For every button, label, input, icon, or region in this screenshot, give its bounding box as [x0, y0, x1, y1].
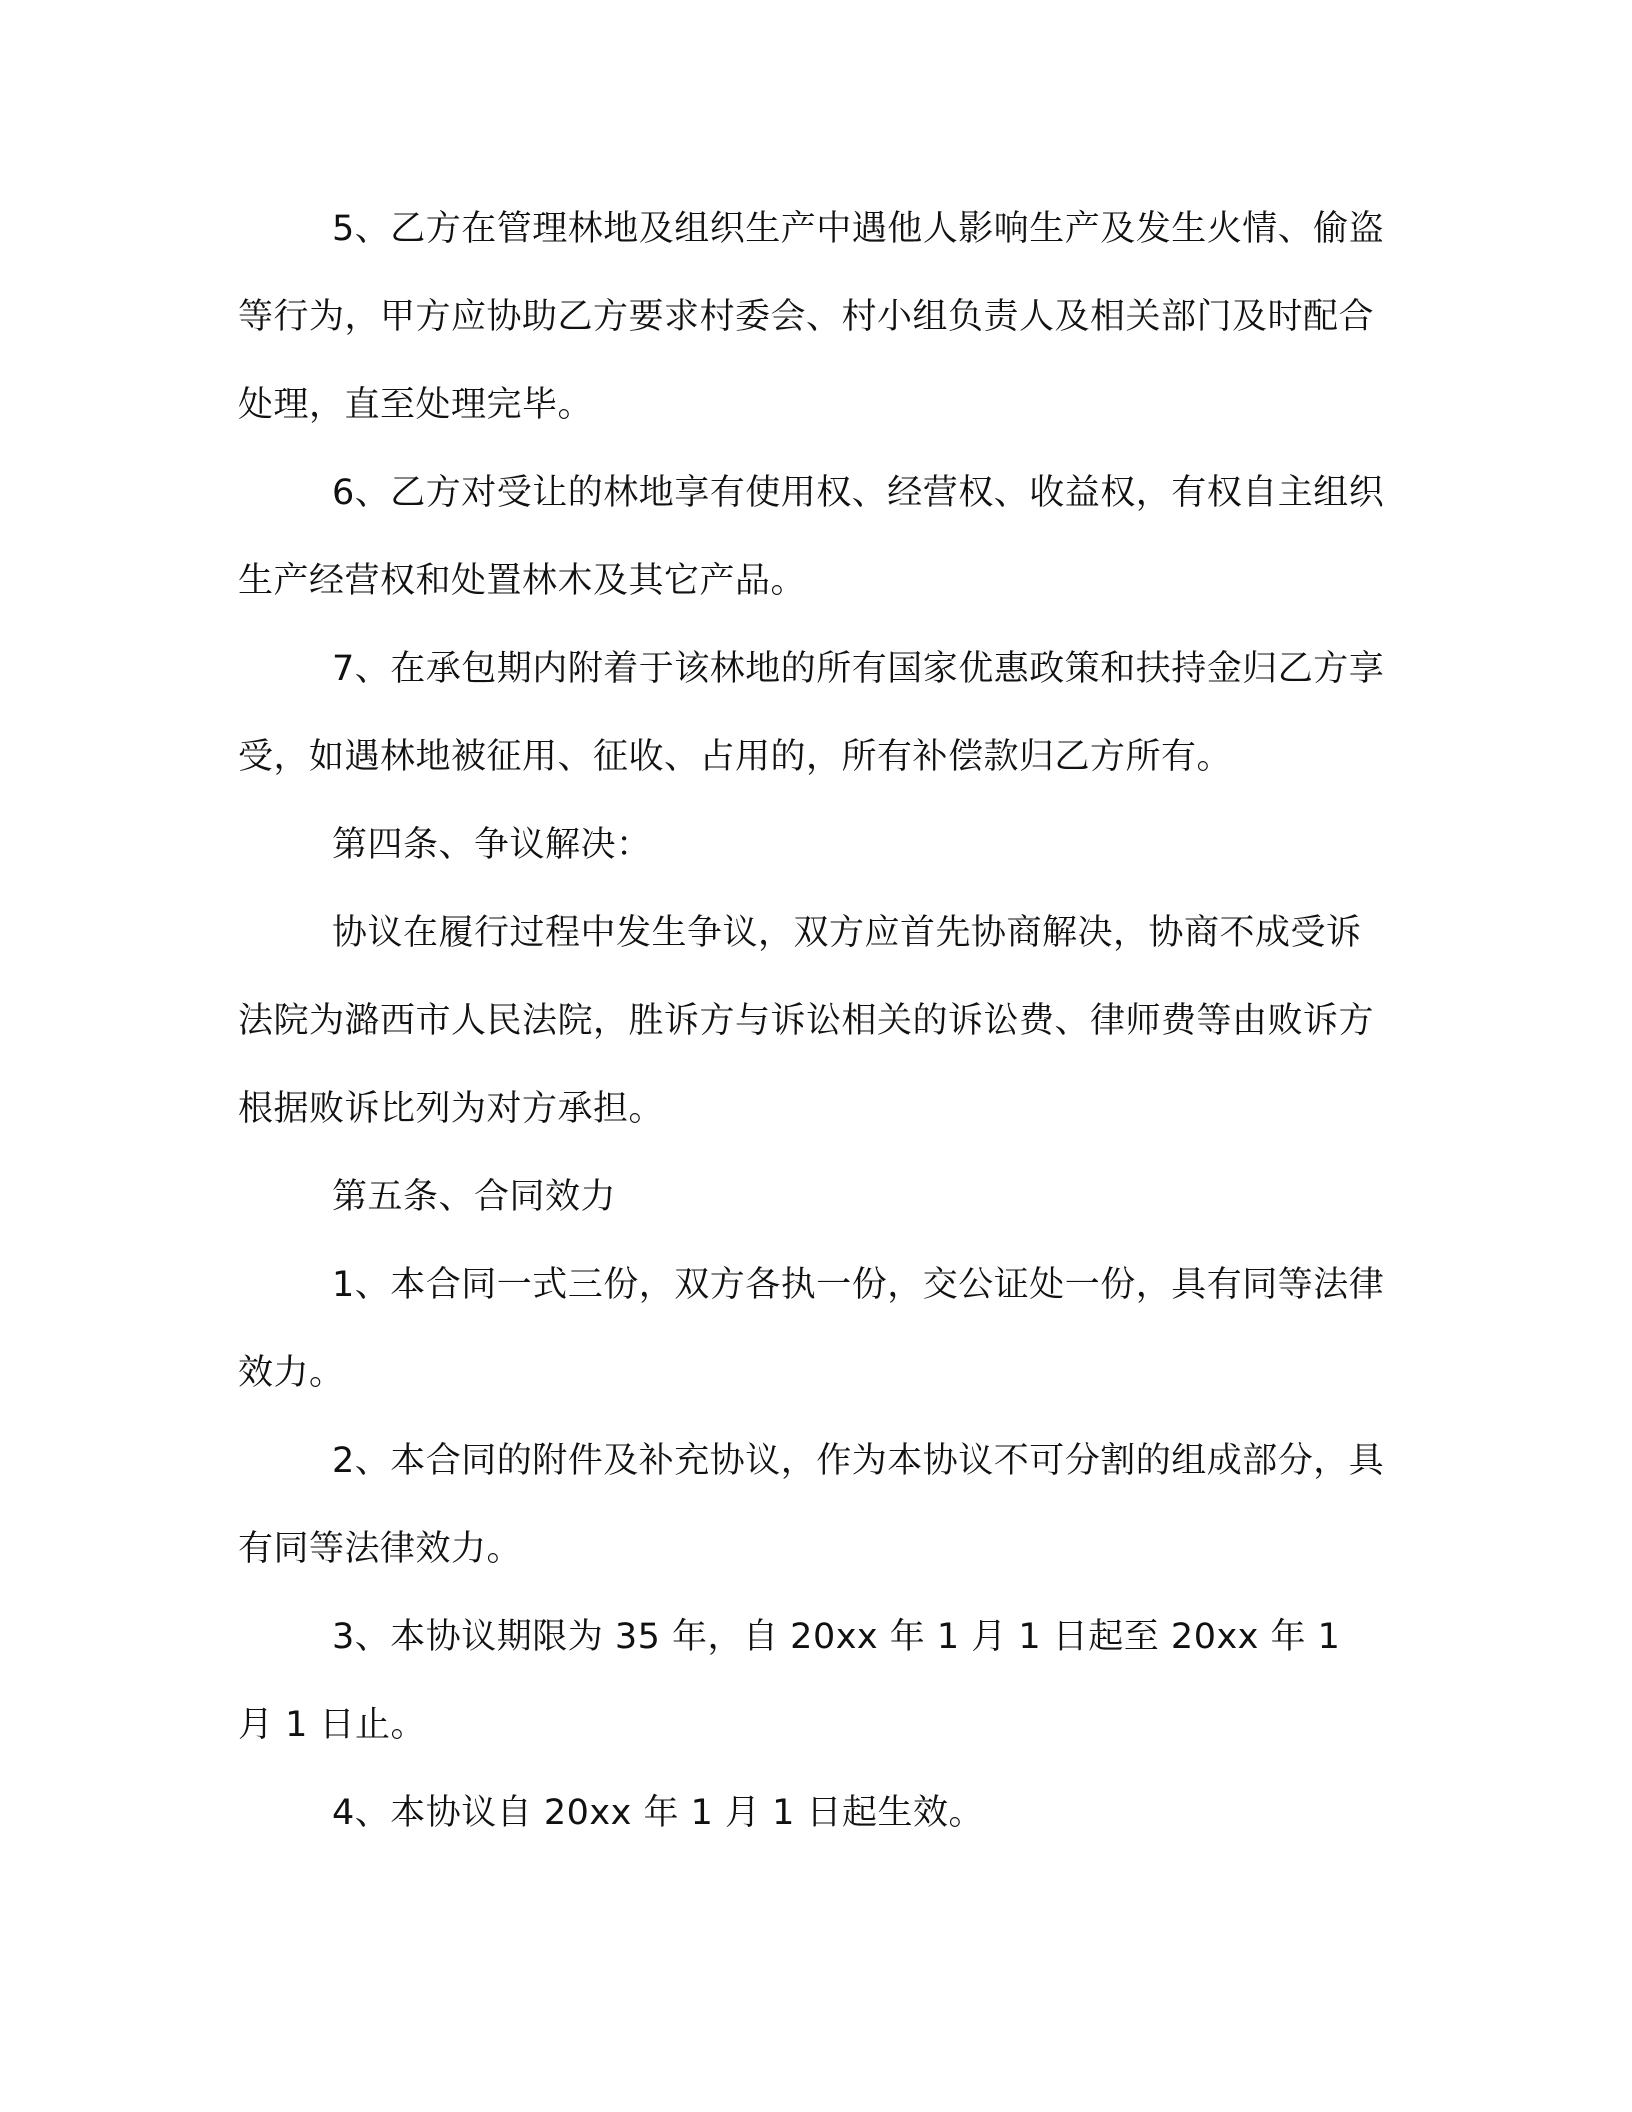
clause-6: 6、乙方对受让的林地享有使用权、经营权、收益权，有权自主组织生产经营权和处置林木及其它产品。: [238, 473, 1385, 601]
validity-clause-1: 1、本合同一式三份，双方各执一份，交公证处一份，具有同等法律效力。: [238, 1265, 1385, 1393]
document-body: [238, 185, 1386, 1857]
validity-clause-4: 4、本协议自 20xx 年 1 月 1 日起生效。: [332, 1793, 985, 1833]
validity-clause-3: 3、本协议期限为 35 年，自 20xx 年 1 月 1 日起至 20xx 年 1 月 1 日止。: [238, 1617, 1341, 1745]
clause-7: 7、在承包期内附着于该林地的所有国家优惠政策和扶持金归乙方享受，如遇林地被征用、征收、占用的，所有补偿款归乙方所有。: [238, 649, 1385, 777]
section-heading-dispute: 第四条、争议解决：: [332, 825, 652, 865]
validity-clause-2: 2、本合同的附件及补充协议，作为本协议不可分割的组成部分，具有同等法律效力。: [238, 1441, 1385, 1569]
clause-5: 5、乙方在管理林地及组织生产中遇他人影响生产及发生火情、偷盗等行为，甲方应协助乙方要求村委会、村小组负责人及相关部门及时配合处理，直至处理完毕。: [238, 209, 1385, 425]
dispute-clause: 协议在履行过程中发生争议，双方应首先协商解决，协商不成受诉法院为潞西市人民法院，胜诉方与诉讼相关的诉讼费、律师费等由败诉方根据败诉比列为对方承担。: [238, 913, 1375, 1129]
section-heading-validity: 第五条、合同效力: [332, 1177, 617, 1217]
